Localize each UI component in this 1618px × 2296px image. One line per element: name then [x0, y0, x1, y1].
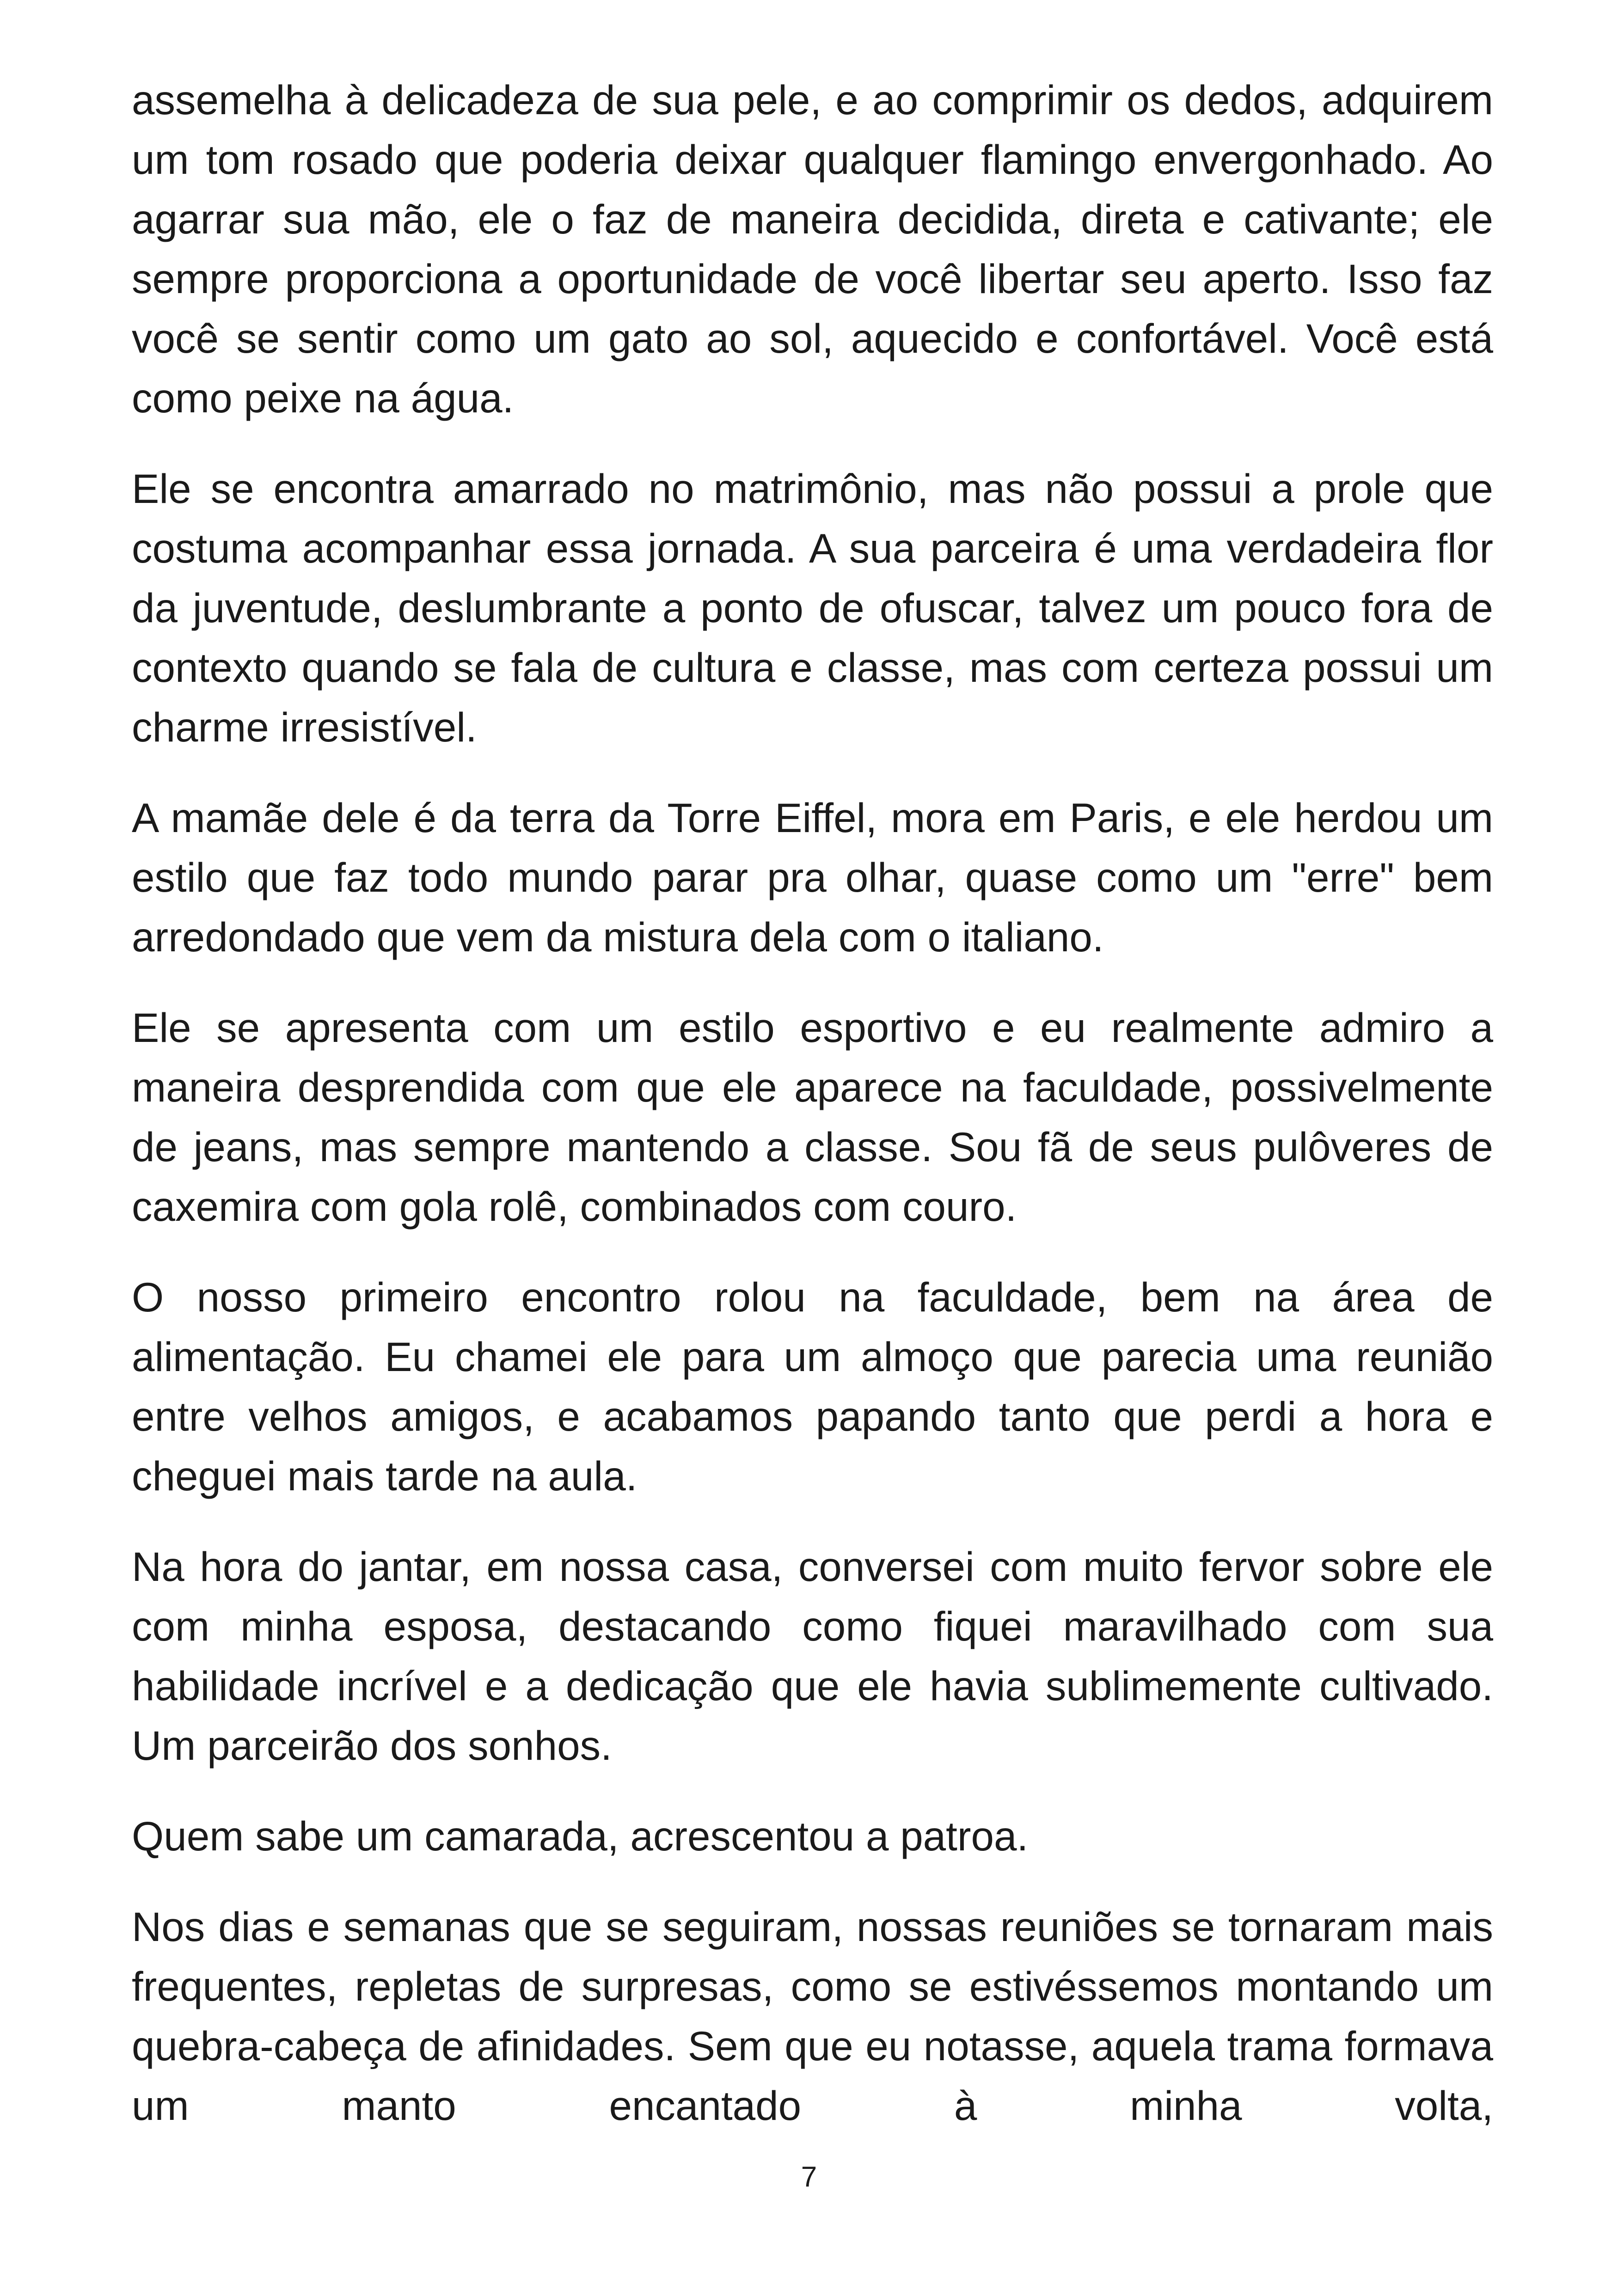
- page-number: 7: [801, 2161, 817, 2193]
- paragraph-6: Na hora do jantar, em nossa casa, conversei com muito fervor sobre ele com minha esposa, destacando como fiquei maravilhado com sua habilidade incrível e a dedicação que ele havia sublimemente cultivado. Um parceirão dos sonhos.: [132, 1543, 1493, 1769]
- paragraph-5: O nosso primeiro encontro rolou na faculdade, bem na área de alimentação. Eu chamei ele para um almoço que parecia uma reunião entre velhos amigos, e acabamos papando tanto que perdi a hora e cheguei mais tarde na aula.: [132, 1274, 1493, 1499]
- paragraph-8: Nos dias e semanas que se seguiram, nossas reuniões se tornaram mais frequentes, repletas de surpresas, como se estivéssemos montando um quebra-cabeça de afinidades. Sem que eu notasse, aquela trama formava um manto encantado à minha volta,: [132, 1904, 1493, 2129]
- paragraph-1: assemelha à delicadeza de sua pele, e ao comprimir os dedos, adquirem um tom rosado que poderia deixar qualquer flamingo envergonhado. Ao agarrar sua mão, ele o faz de maneira decidida, direta e cativante; ele sempre proporciona a oportunidade de você libertar seu aperto. Isso faz você se sentir como um gato ao sol, aquecido e confortável. Você está como peixe na água.: [132, 77, 1493, 421]
- body-text: [132, 70, 1493, 2167]
- paragraph-3: A mamãe dele é da terra da Torre Eiffel, mora em Paris, e ele herdou um estilo que faz todo mundo parar pra olhar, quase como um "erre" bem arredondado que vem da mistura dela com o italiano.: [132, 795, 1493, 960]
- paragraph-7: Quem sabe um camarada, acrescentou a patroa.: [132, 1813, 1029, 1859]
- paragraph-4: Ele se apresenta com um estilo esportivo e eu realmente admiro a maneira desprendida com que ele aparece na faculdade, possivelmente de jeans, mas sempre mantendo a classe. Sou fã de seus pulôveres de caxemira com gola rolê, combinados com couro.: [132, 1004, 1493, 1230]
- paragraph-2: Ele se encontra amarrado no matrimônio, mas não possui a prole que costuma acompanhar essa jornada. A sua parceira é uma verdadeira flor da juventude, deslumbrante a ponto de ofuscar, talvez um pouco fora de contexto quando se fala de cultura e classe, mas com certeza possui um charme irresistível.: [132, 465, 1493, 750]
